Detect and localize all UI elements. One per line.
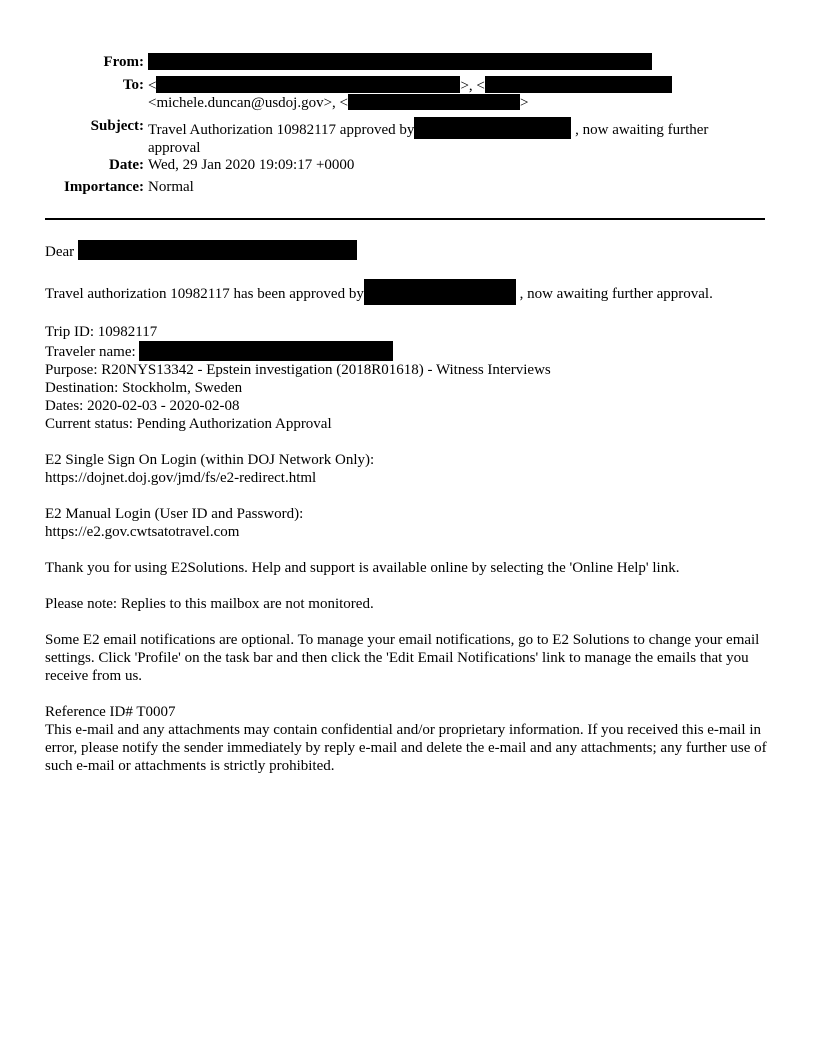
importance-label: Importance: <box>64 179 144 195</box>
purpose: Purpose: R20NYS13342 - Epstein investigation (2018R01618) - Witness Interviews <box>45 362 551 378</box>
to-email-visible: <michele.duncan@usdoj.gov>, <box>148 95 336 111</box>
subject-value <box>148 117 748 157</box>
to-label: To: <box>122 77 144 93</box>
sso-url[interactable]: https://dojnet.doj.gov/jmd/fs/e2-redirect.html <box>45 470 317 486</box>
header-divider <box>45 218 765 220</box>
sso-label: E2 Single Sign On Login (within DOJ Network Only): <box>45 452 375 468</box>
date-value: Wed, 29 Jan 2020 19:09:17 +0000 <box>148 157 355 173</box>
dates: Dates: 2020-02-03 - 2020-02-08 <box>45 398 240 414</box>
angle-open: < <box>339 95 348 111</box>
traveler-label: Traveler name: <box>45 344 136 360</box>
sso-block <box>45 451 773 487</box>
thanks-paragraph: Thank you for using E2Solutions. Help and support is available online by selecting the 'Online Help' link. <box>45 560 680 576</box>
to-value <box>148 76 748 95</box>
manual-login-url[interactable]: https://e2.gov.cwtsatotravel.com <box>45 524 240 540</box>
redaction-bar <box>78 240 357 260</box>
subject-label: Subject: <box>90 118 144 134</box>
current-status: Current status: Pending Authorization Approval <box>45 416 332 432</box>
greeting-line <box>45 240 773 261</box>
manual-login-label: E2 Manual Login (User ID and Password): <box>45 506 304 522</box>
redaction-bar <box>364 279 516 305</box>
trip-details <box>45 323 773 433</box>
subject-text-end: approval <box>148 140 201 156</box>
disclaimer: This e-mail and any attachments may contain confidential and/or proprietary information. If you received this e-mail in error, please notify the sender immediately by reply e-mail and delete the e-mail and any attachments; any further use of such e-mail or attachments is strictly prohibited. <box>45 722 767 774</box>
subject-text-cont: , now awaiting further <box>575 122 709 138</box>
note-paragraph: Please note: Replies to this mailbox are not monitored. <box>45 596 374 612</box>
redaction-bar <box>414 117 571 139</box>
trip-id: Trip ID: 10982117 <box>45 324 158 340</box>
redaction-bar <box>485 76 672 93</box>
reference-id: Reference ID# T0007 <box>45 704 176 720</box>
date-label: Date: <box>109 157 144 173</box>
subject-text: Travel Authorization 10982117 approved by <box>148 122 415 138</box>
approval-line <box>45 279 773 305</box>
angle-open: < <box>148 78 157 94</box>
approval-text-cont: , now awaiting further approval. <box>519 286 713 302</box>
to-value-continued <box>148 94 748 112</box>
angle-close: > <box>520 95 529 111</box>
greeting: Dear <box>45 244 75 260</box>
email-body <box>45 240 773 793</box>
notifications-paragraph: Some E2 email notifications are optional. To manage your email notifications, go to E2 Solutions to change your email settings. Click 'Profile' on the task bar and then click the 'Edit Email Notifications' link to manage the emails that you receive from us. <box>45 632 760 684</box>
redaction-bar <box>348 94 520 110</box>
angle-sep: >, < <box>460 78 485 94</box>
redaction-bar <box>148 53 652 70</box>
reference-block <box>45 703 773 775</box>
manual-login-block <box>45 505 773 541</box>
destination: Destination: Stockholm, Sweden <box>45 380 243 396</box>
traveler-line <box>45 341 773 361</box>
importance-value: Normal <box>148 179 194 195</box>
from-value <box>148 53 748 72</box>
redaction-bar <box>156 76 460 93</box>
approval-text: Travel authorization 10982117 has been approved by <box>45 286 364 302</box>
redaction-bar <box>139 341 393 361</box>
from-label: From: <box>103 54 144 70</box>
